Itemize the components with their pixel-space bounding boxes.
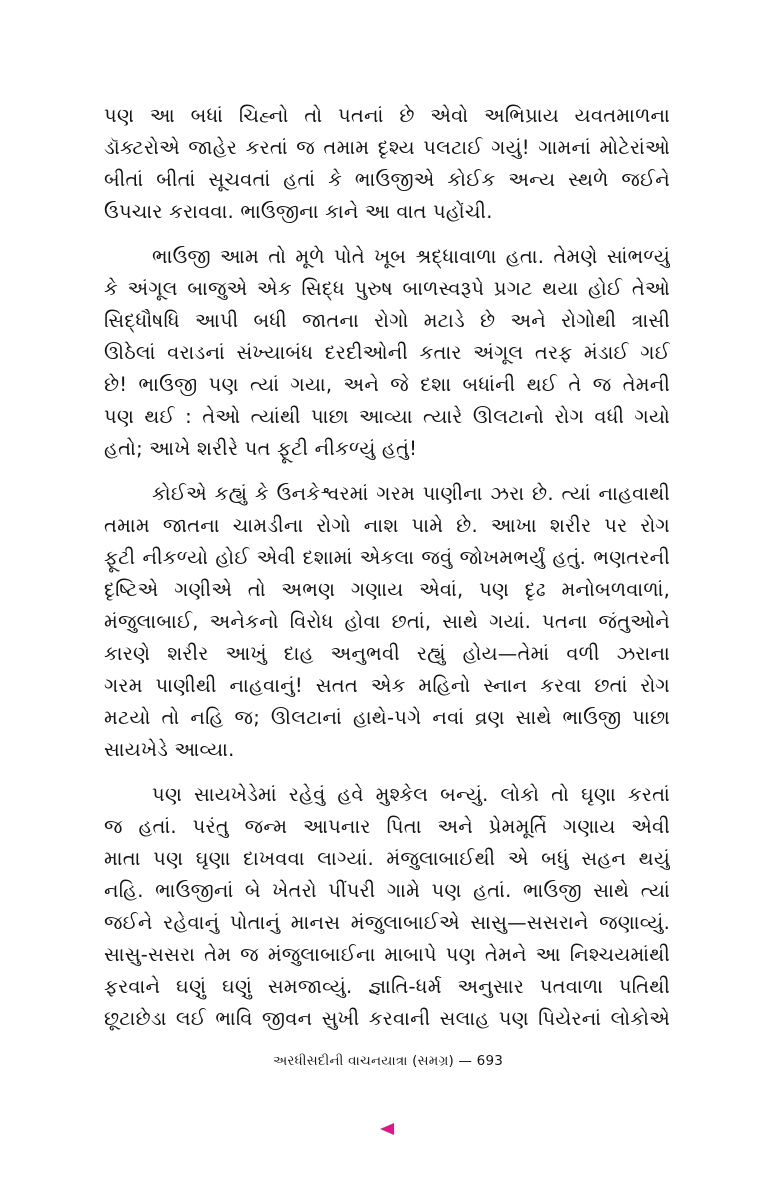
text-line: હતો; આખે શરીરે પત ફૂટી નીકળ્યું હતું! [104,437,418,460]
text-line: પણ આ બધાં ચિહ્નો તો પતનાં છે એવો અભિપ્રાય યવતમાળના [104,104,670,127]
text-line: કોઈએ કહ્યું કે ઉનકેશ્વરમાં ગરમ પાણીના ઝરા છે. ત્યાં નાહવાથી [152,482,670,505]
text-line: છે! ભાઉજી પણ ત્યાં ગયા, અને જે દશા બધાંની થઈ તે જ તેમની [104,373,670,396]
text-line: મંજુલાબાઈ, અનેકનો વિરોધ હોવા છતાં, સાથે ગયાં. પતના જંતુઓને [104,610,670,633]
text-line: ગરમ પાણીથી નાહવાનું! સતત એક મહિનો સ્નાન કરવા છતાં રોગ [104,674,670,697]
text-line: પણ થઈ : તેઓ ત્યાંથી પાછા આવ્યા ત્યારે ઊલટાનો રોગ વધી ગયો [104,405,670,428]
text-line: છૂટાછેડા લઈ ભાવિ જીવન સુખી કરવાની સલાહ પણ પિયેરનાં લોકોએ [104,1007,670,1030]
text-line: ફૂટી નીકળ્યો હોઈ એવી દશામાં એકલા જવું જોખમભર્યું હતું. ભણતરની [104,546,670,569]
text-line: જઈને રહેવાનું પોતાનું માનસ મંજુલાબાઈએ સાસુ—સસરાને જણાવ્યું. [104,911,670,934]
text-line: ઊઠેલાં વરાડનાં સંખ્યાબંધ દરદીઓની કતાર અંગૂલ તરફ મંડાઈ ગઈ [104,341,670,364]
text-line: મટયો તો નહિ જ; ઊલટાનાં હાથે-પગે નવાં વ્રણ સાથે ભાઉજી પાછા [104,706,670,729]
text-line: સાયખેડે આવ્યા. [104,738,235,761]
paragraph-4 [104,779,670,1035]
text-line: ભાઉજી આમ તો મૂળે પોતે ખૂબ શ્રદ્ધાવાળા હતા. તેમણે સાંભળ્યું [152,245,670,268]
text-line: માતા પણ ઘૃણા દાખવવા લાગ્યાં. મંજુલાબાઈથી એ બધું સહન થયું [104,847,670,870]
text-line: ઉપચાર કરાવવા. ભાઉજીના કાને આ વાત પહોંચી. [104,200,493,223]
triangle-left-icon[interactable] [380,1123,394,1135]
paragraph-1 [104,100,670,228]
text-line: દૃષ્ટિએ ગણીએ તો અભણ ગણાય એવાં, પણ દૃઢ મનોબળવાળાં, [104,578,670,601]
text-line: કે અંગૂલ બાજુએ એક સિદ્ધ પુરુષ બાળસ્વરૂપે પ્રગટ થયા હોઈ તેઓ [104,277,670,300]
page-body [104,100,670,1048]
text-line: સાસુ-સસરા તેમ જ મંજુલાબાઈના માબાપે પણ તેમને આ નિશ્ચયમાંથી [104,943,670,966]
text-line: નહિ. ભાઉજીનાં બે ખેતરો પીંપરી ગામે પણ હતાં. ભાઉજી સાથે ત્યાં [104,879,670,902]
text-line: તમામ જાતના ચામડીના રોગો નાશ પામે છે. આખા શરીર પર રોગ [104,514,670,537]
text-line: ફરવાને ઘણું ઘણું સમજાવ્યું. જ્ઞાતિ-ધર્મ અનુસાર પતવાળા પતિથી [104,975,670,998]
text-line: પણ સાયખેડેમાં રહેવું હવે મુશ્કેલ બન્યું. લોકો તો ઘૃણા કરતાં [152,783,670,806]
text-line: કારણે શરીર આખું દાહ અનુભવી રહ્યું હોય—તેમાં વળી ઝરાના [104,642,670,665]
text-line: સિદ્ધૌષધિ આપી બધી જાતના રોગો મટાડે છે અને રોગોથી ત્રાસી [104,309,670,332]
text-line: જ હતાં. પરંતુ જન્મ આપનાર પિતા અને પ્રેમમૂર્તિ ગણાય એવી [104,815,670,838]
text-line: બીતાં બીતાં સૂચવતાં હતાં કે ભાઉજીએ કોઈક અન્ય સ્થળે જઈને [104,168,670,191]
paragraph-2 [104,241,670,465]
page-footer: અરધીસદીની વાચનયાત્રા (સમગ્ર) — 693 [272,1053,504,1069]
paragraph-3 [104,478,670,766]
text-line: ડૉક્ટરોએ જાહેર કરતાં જ તમામ દૃશ્ય પલટાઈ ગયું! ગામનાં મોટેરાંઓ [104,136,670,159]
